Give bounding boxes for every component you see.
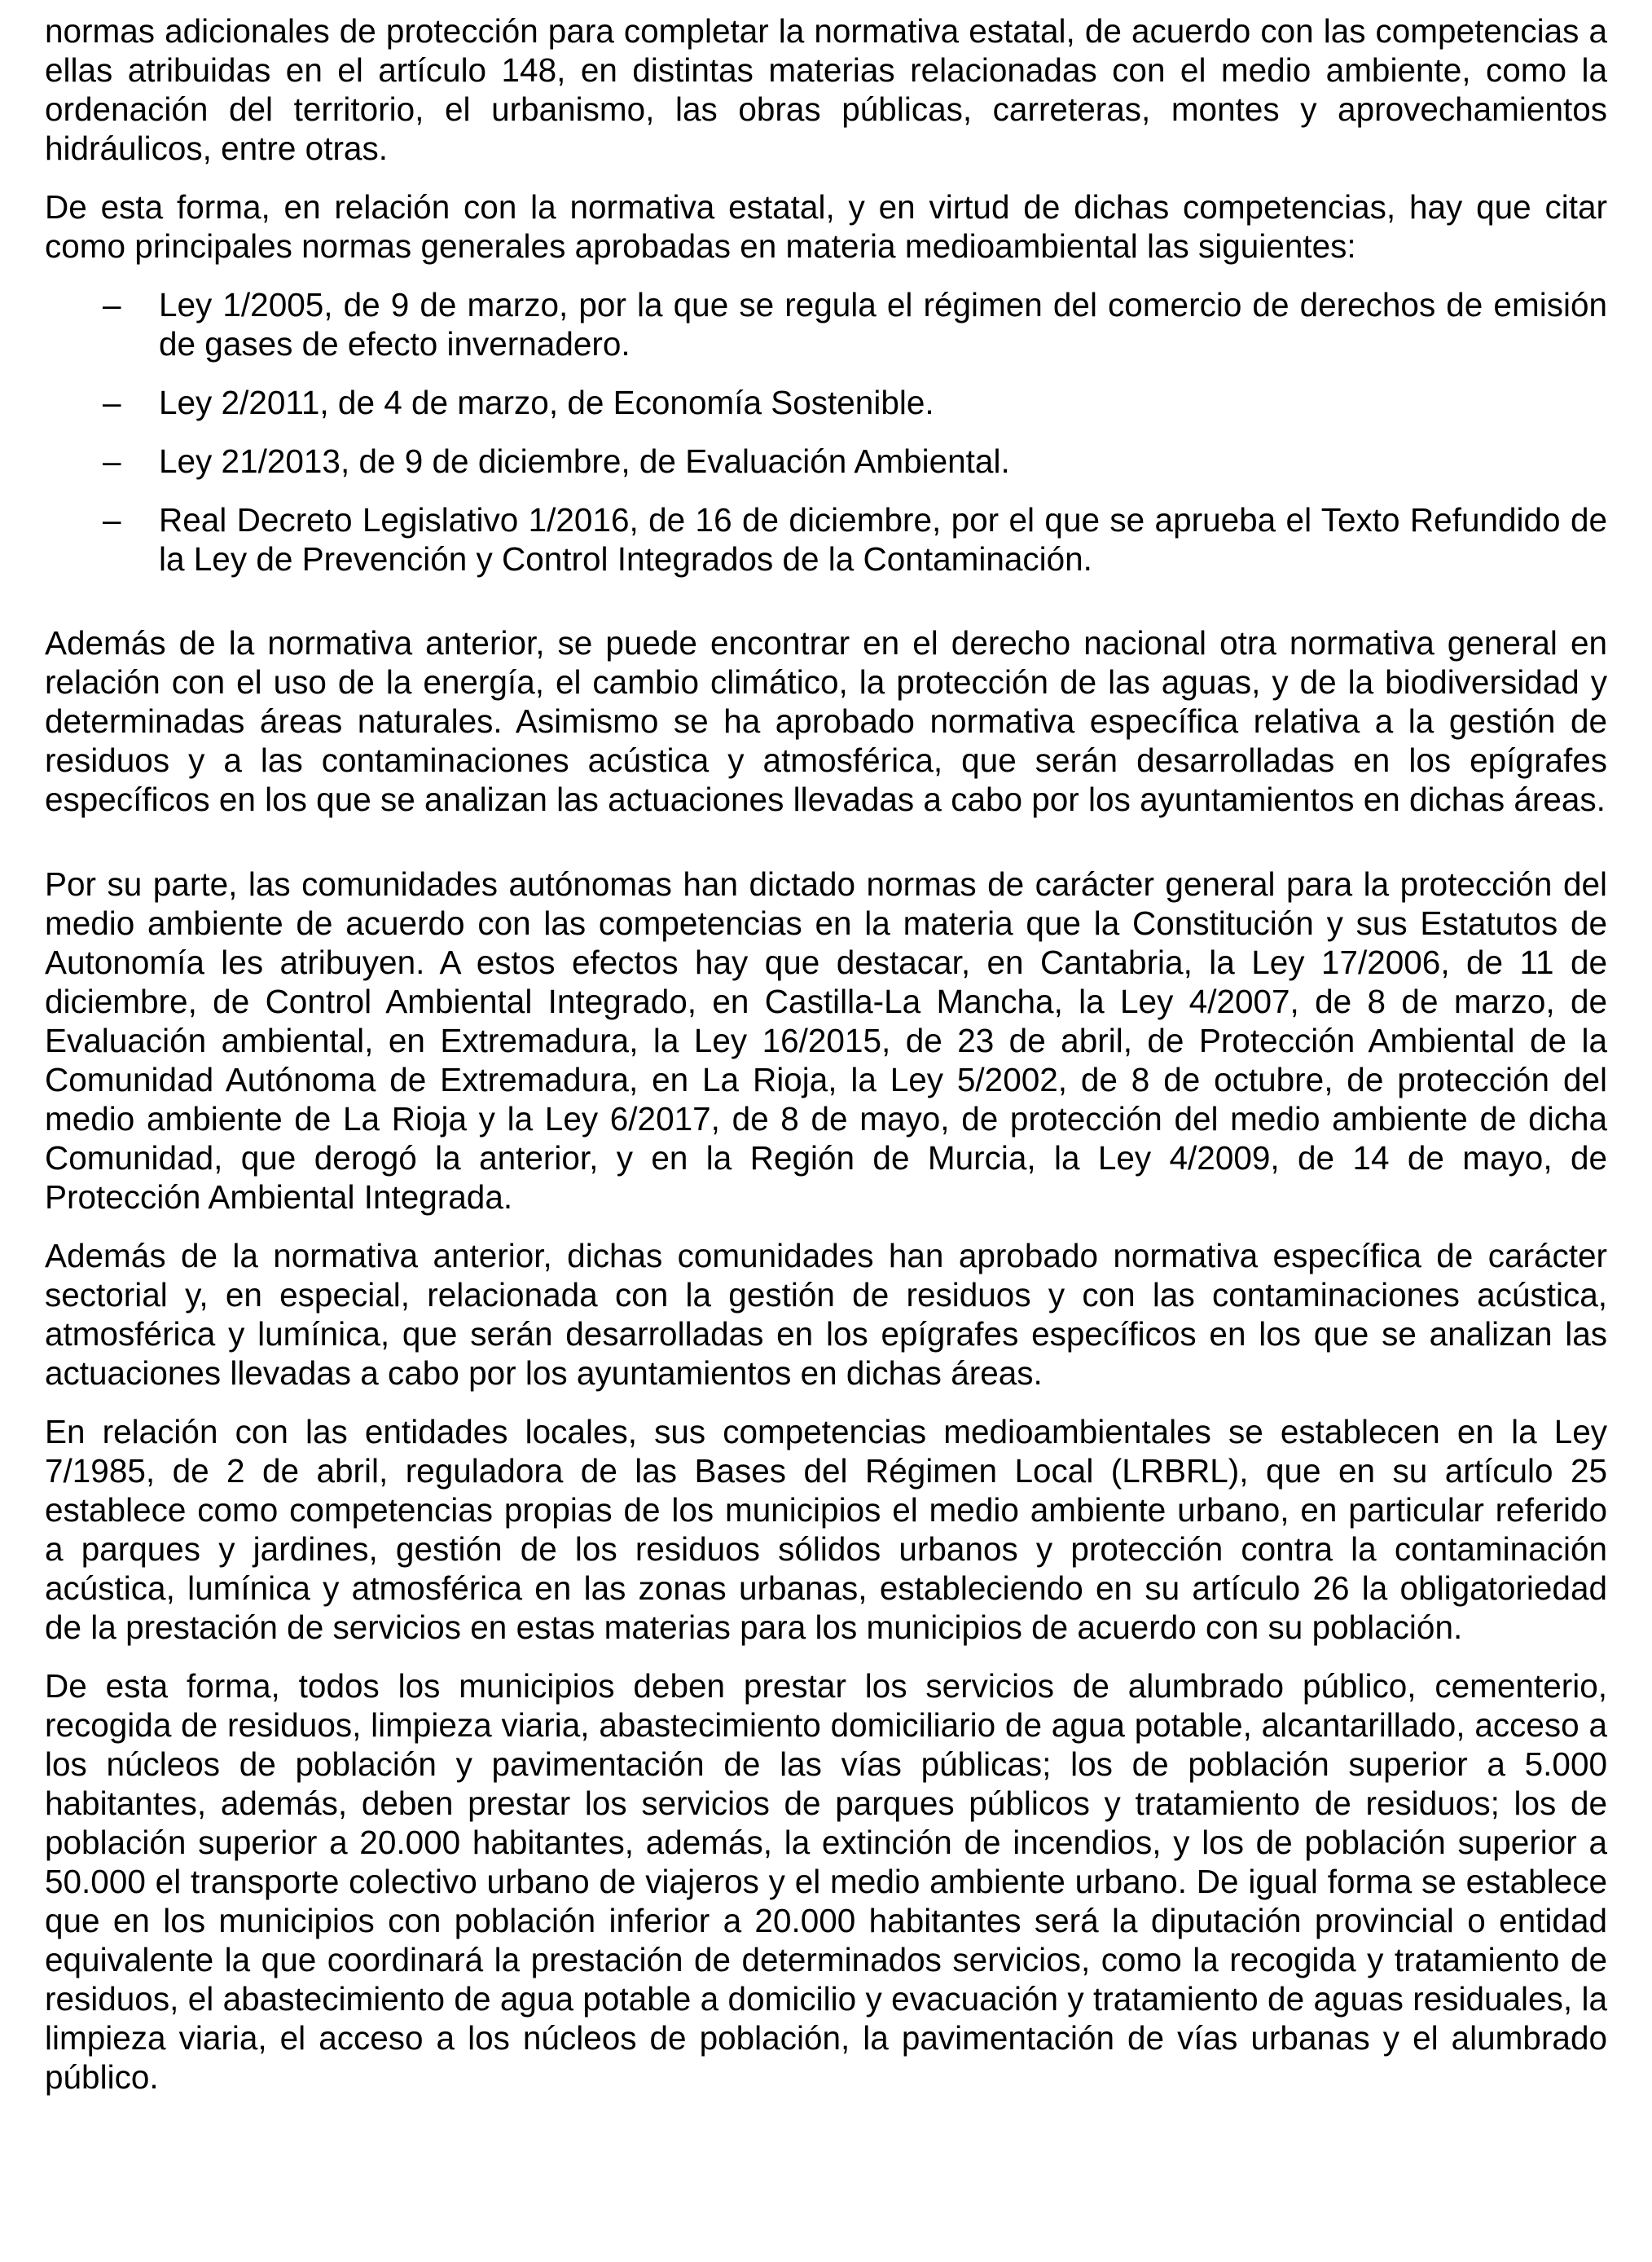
paragraph-comunidades-autonomas: Por su parte, las comunidades autónomas han dictado normas de carácter general para la protección del medio ambiente de acuerdo con las competencias en la materia que la Constitución y sus Estatutos de Autonomía les atribuyen. A estos efectos hay que destacar, en Cantabria, la Ley 17/2006, de 11 de diciembre, de Control Ambiental Integrado, en Castilla-La Mancha, la Ley 4/2007, de 8 de marzo, de Evaluación ambiental, en Extremadura, la Ley 16/2015, de 23 de abril, de Protección Ambiental de la Comunidad Autónoma de Extremadura, en La Rioja, la Ley 5/2002, de 8 de octubre, de protección del medio ambiente de La Rioja y la Ley 6/2017, de 8 de mayo, de protección del medio ambiente de dicha Comunidad, que derogó la anterior, y en la Región de Murcia, la Ley 4/2009, de 14 de mayo, de Protección Ambiental Integrada.	[45, 865, 1607, 1216]
paragraph-entidades-locales: En relación con las entidades locales, sus competencias medioambientales se establecen en la Ley 7/1985, de 2 de abril, reguladora de las Bases del Régimen Local (LRBRL), que en su artículo 25 establece como competencias propias de los municipios el medio ambiente urbano, en particular referido a parques y jardines, gestión de los residuos sólidos urbanos y protección contra la contaminación acústica, lumínica y atmosférica en las zonas urbanas, estableciendo en su artículo 26 la obligatoriedad de la prestación de servicios en estas materias para los municipios de acuerdo con su población.	[45, 1413, 1607, 1646]
state-laws-list	[45, 285, 1607, 579]
list-item-text: Ley 1/2005, de 9 de marzo, por la que se regula el régimen del comercio de derechos de emisión de gases de efecto invernadero.	[159, 286, 1607, 363]
document-page	[45, 11, 1607, 2097]
dash-bullet-icon: –	[103, 501, 121, 539]
dash-bullet-icon: –	[103, 384, 121, 421]
list-item-text: Real Decreto Legislativo 1/2016, de 16 de diciembre, por el que se aprueba el Texto Refundido de la Ley de Prevención y Control Integrados de la Contaminación.	[159, 501, 1607, 578]
list-item	[45, 500, 1607, 579]
list-item	[45, 383, 1607, 422]
list-item	[45, 285, 1607, 363]
list-item	[45, 442, 1607, 481]
paragraph-servicios-municipales: De esta forma, todos los municipios deben prestar los servicios de alumbrado público, cementerio, recogida de residuos, limpieza viaria, abastecimiento domiciliario de agua potable, alcantarillado, acceso a los núcleos de población y pavimentación de las vías públicas; los de población superior a 5.000 habitantes, además, deben prestar los servicios de parques públicos y tratamiento de residuos; los de población superior a 20.000 habitantes, además, la extinción de incendios, y los de población superior a 50.000 el transporte colectivo urbano de viajeros y el medio ambiente urbano. De igual forma se establece que en los municipios con población inferior a 20.000 habitantes será la diputación provincial o entidad equivalente la que coordinará la prestación de determinados servicios, como la recogida y tratamiento de residuos, el abastecimiento de agua potable a domicilio y evacuación y tratamiento de aguas residuales, la limpieza viaria, el acceso a los núcleos de población, la pavimentación de vías urbanas y el alumbrado público.	[45, 1667, 1607, 2096]
dash-bullet-icon: –	[103, 442, 121, 480]
list-item-text: Ley 2/2011, de 4 de marzo, de Economía Sostenible.	[159, 384, 934, 421]
paragraph-normativa-sectorial: Además de la normativa anterior, dichas comunidades han aprobado normativa específica de carácter sectorial y, en especial, relacionada con la gestión de residuos y con las contaminaciones acústica, atmosférica y lumínica, que serán desarrolladas en los epígrafes específicos en los que se analizan las actuaciones llevadas a cabo por los ayuntamientos en dichas áreas.	[45, 1237, 1607, 1392]
dash-bullet-icon: –	[103, 286, 121, 323]
paragraph-normativa-nacional: Además de la normativa anterior, se puede encontrar en el derecho nacional otra normativa general en relación con el uso de la energía, el cambio climático, la protección de las aguas, y de la biodiversidad y determinadas áreas naturales. Asimismo se ha aprobado normativa específica relativa a la gestión de residuos y a las contaminaciones acústica y atmosférica, que serán desarrolladas en los epígrafes específicos en los que se analizan las actuaciones llevadas a cabo por los ayuntamientos en dichas áreas.	[45, 624, 1607, 818]
list-item-text: Ley 21/2013, de 9 de diciembre, de Evaluación Ambiental.	[159, 442, 1010, 480]
paragraph-normativa-estatal-intro: De esta forma, en relación con la normativa estatal, y en virtud de dichas competencias, hay que citar como principales normas generales aprobadas en materia medioambiental las siguientes:	[45, 188, 1607, 265]
paragraph-normas-adicionales: normas adicionales de protección para completar la normativa estatal, de acuerdo con las competencias a ellas atribuidas en el artículo 148, en distintas materias relacionadas con el medio ambiente, como la ordenación del territorio, el urbanismo, las obras públicas, carreteras, montes y aprovechamientos hidráulicos, entre otras.	[45, 12, 1607, 167]
